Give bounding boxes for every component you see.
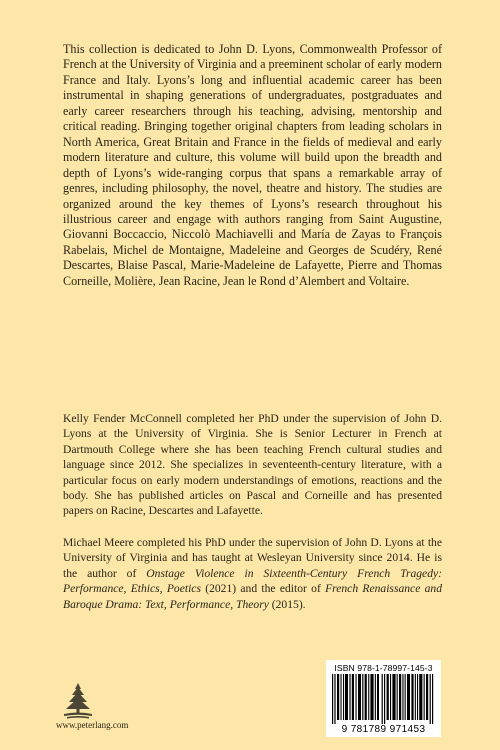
publisher-url[interactable]: www.peterlang.com [56,720,129,730]
book-title-onstage-violence: Onstage Violence in Sixteenth-Century French Tragedy: Performance, Ethics, Poetics [63,566,443,596]
bio-meere-book1-year: (2021) and the editor of [200,582,326,596]
editor-bio-mcconnell: Kelly Fender McConnell completed her PhD under the supervision of John D. Lyons at the University of Virginia. She is Senior Lecturer in French at Dartmouth College where she has been teaching French cultural studies and language since 2012. She specializes in seventeenth-century literature, with a particular focus on early modern understandings of emotions, reactions and the body. She has published articles on Pascal and Corneille and has presented papers on Racine, Descartes and Lafayette. [63,412,442,518]
barcode-digits: 9 781789 971453 [341,724,426,735]
back-cover-blurb: This collection is dedicated to John D. Lyons, Commonwealth Professor of French at the University of Virginia and a preeminent scholar of early modern France and Italy. Lyons’s long and influential academic career has been instrumental in shaping generations of undergraduates, postgraduates and early career researchers through his teaching, advising, mentorship and critical reading. Bringing together original chapters from leading scholars in North America, Great Britain and France in the fields of medieval and early modern literature and culture, this volume will build upon the breadth and depth of Lyons’s wide-ranging corpus that spans a remarkable array of genres, including philosophy, the novel, theatre and history. The studies are organized around the key themes of Lyons’s research throughout his illustrious career and engage with authors ranging from Saint Augustine, Giovanni Boccaccio, Niccolò Machiavelli and María de Zayas to François Rabelais, Michel de Montaigne, Madeleine and Georges de Scudéry, René Descartes, Blaise Pascal, Marie-Madeleine de Lafayette, Pierre and Thomas Corneille, Molière, Jean Racine, Jean le Rond d’Alembert and Voltaire. [63,42,442,288]
editor-bio-meere [63,535,442,612]
peter-lang-tree-logo-icon [62,683,94,719]
bio-meere-book2-year: (2015). [268,597,306,611]
book-title-french-renaissance: French Renaissance and Baroque Drama: Text, Performance, Theory [63,582,442,611]
isbn-barcode-box [326,660,441,737]
isbn-label: ISBN 978-1-78997-145-3 [334,663,433,673]
barcode-icon [332,674,436,724]
bio-meere-intro: Michael Meere completed his PhD under the supervision of John D. Lyons at the University of Virginia and has taught at Wesleyan University since 2014. He is the author of [63,536,442,580]
